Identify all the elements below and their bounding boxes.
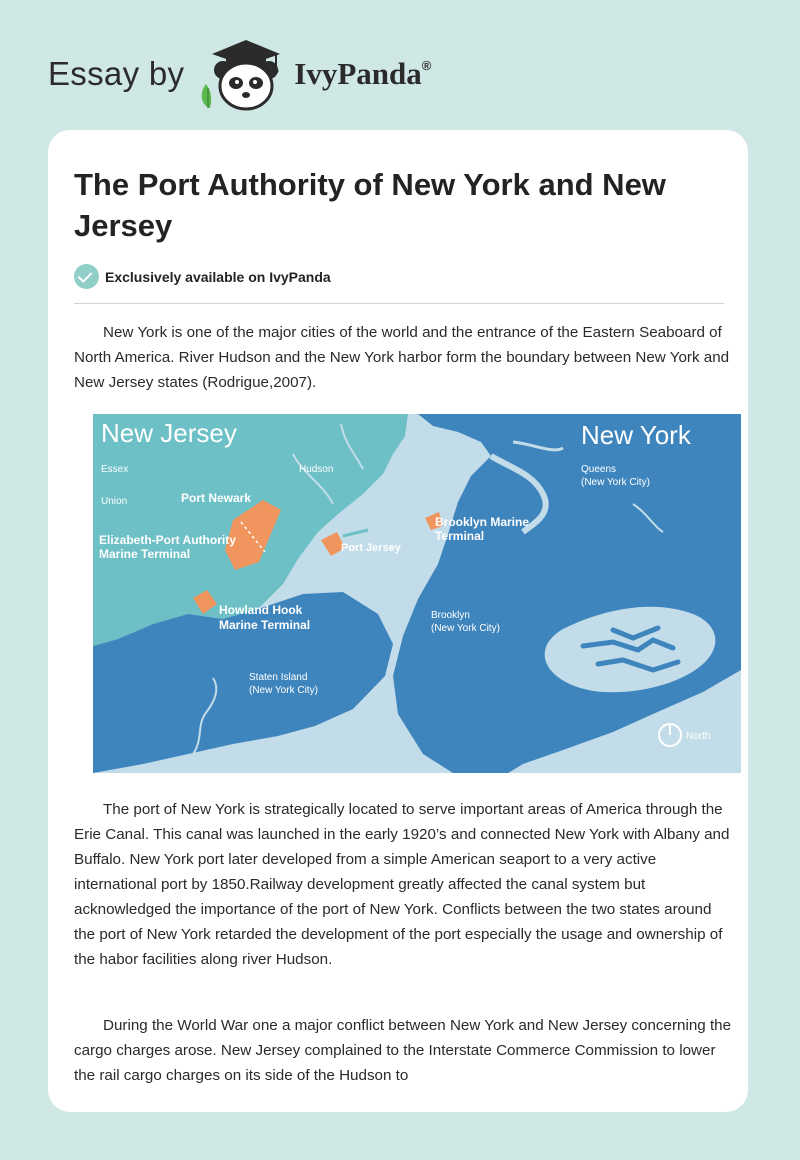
- map-label-brooklyn-marine-2: Terminal: [435, 529, 485, 543]
- check-circle-icon: [74, 264, 99, 289]
- map-label-staten-sub: (New York City): [249, 685, 318, 696]
- map-label-essex: Essex: [101, 464, 129, 475]
- port-map-image: [93, 414, 741, 773]
- map-label-new-york: New York: [581, 420, 691, 450]
- brand-header[interactable]: [48, 36, 468, 112]
- map-label-port-newark: Port Newark: [181, 491, 252, 505]
- map-label-howland-2: Marine Terminal: [219, 618, 311, 632]
- map-label-new-jersey: New Jersey: [101, 418, 237, 448]
- map-label-howland-1: Howland Hook: [219, 603, 303, 617]
- map-label-staten: Staten Island: [249, 672, 308, 683]
- map-label-hudson: Hudson: [299, 464, 334, 475]
- exclusive-badge-label: Exclusively available on IvyPanda: [105, 268, 331, 285]
- paragraph-3: During the World War one a major conflict between New York and New Jersey concerning the cargo charges arose. New Jersey complained to the Interstate Commerce Commission to lower the rail cargo charges on its side of the Hudson to: [74, 1017, 732, 1084]
- map-label-elizabeth-2: Marine Terminal: [99, 547, 191, 561]
- essay-card: [48, 130, 748, 1112]
- divider: [74, 303, 724, 304]
- exclusive-badge: [74, 264, 331, 289]
- paragraph-1: New York is one of the major cities of the world and the entrance of the Eastern Seaboard of North America. River Hudson and the New York harbor form the boundary between New York and New Jersey states (Rodrigue,2007).: [74, 324, 730, 391]
- panda-logo-icon: [196, 36, 288, 112]
- brand-name: IvyPanda®: [294, 56, 432, 91]
- map-label-queens-sub: (New York City): [581, 477, 650, 488]
- map-label-north: North: [686, 731, 711, 742]
- essay-title: The Port Authority of New York and New Jersey: [74, 167, 666, 243]
- map-label-queens: Queens: [581, 464, 617, 475]
- map-label-brooklyn: Brooklyn: [431, 610, 470, 621]
- map-label-elizabeth-1: Elizabeth-Port Authority: [99, 533, 236, 547]
- map-label-union: Union: [101, 496, 128, 507]
- map-label-port-jersey: Port Jersey: [341, 542, 401, 554]
- brand-prefix: Essay by: [48, 55, 185, 92]
- map-label-brooklyn-sub: (New York City): [431, 623, 500, 634]
- map-label-brooklyn-marine-1: Brooklyn Marine: [435, 515, 530, 529]
- paragraph-2: The port of New York is strategically located to serve important areas of America through the Erie Canal. This canal was launched in the early 1920’s and connected New York with Albany and Buffalo. New York port later developed from a simple American seaport to a very active international port by 1850.Railway development greatly affected the canal system but acknowledged the importance of the port of New York. Conflicts between the two states around the port of New York retarded the development of the port especially the usage and ownership of the habor facilities along river Hudson.: [74, 801, 730, 968]
